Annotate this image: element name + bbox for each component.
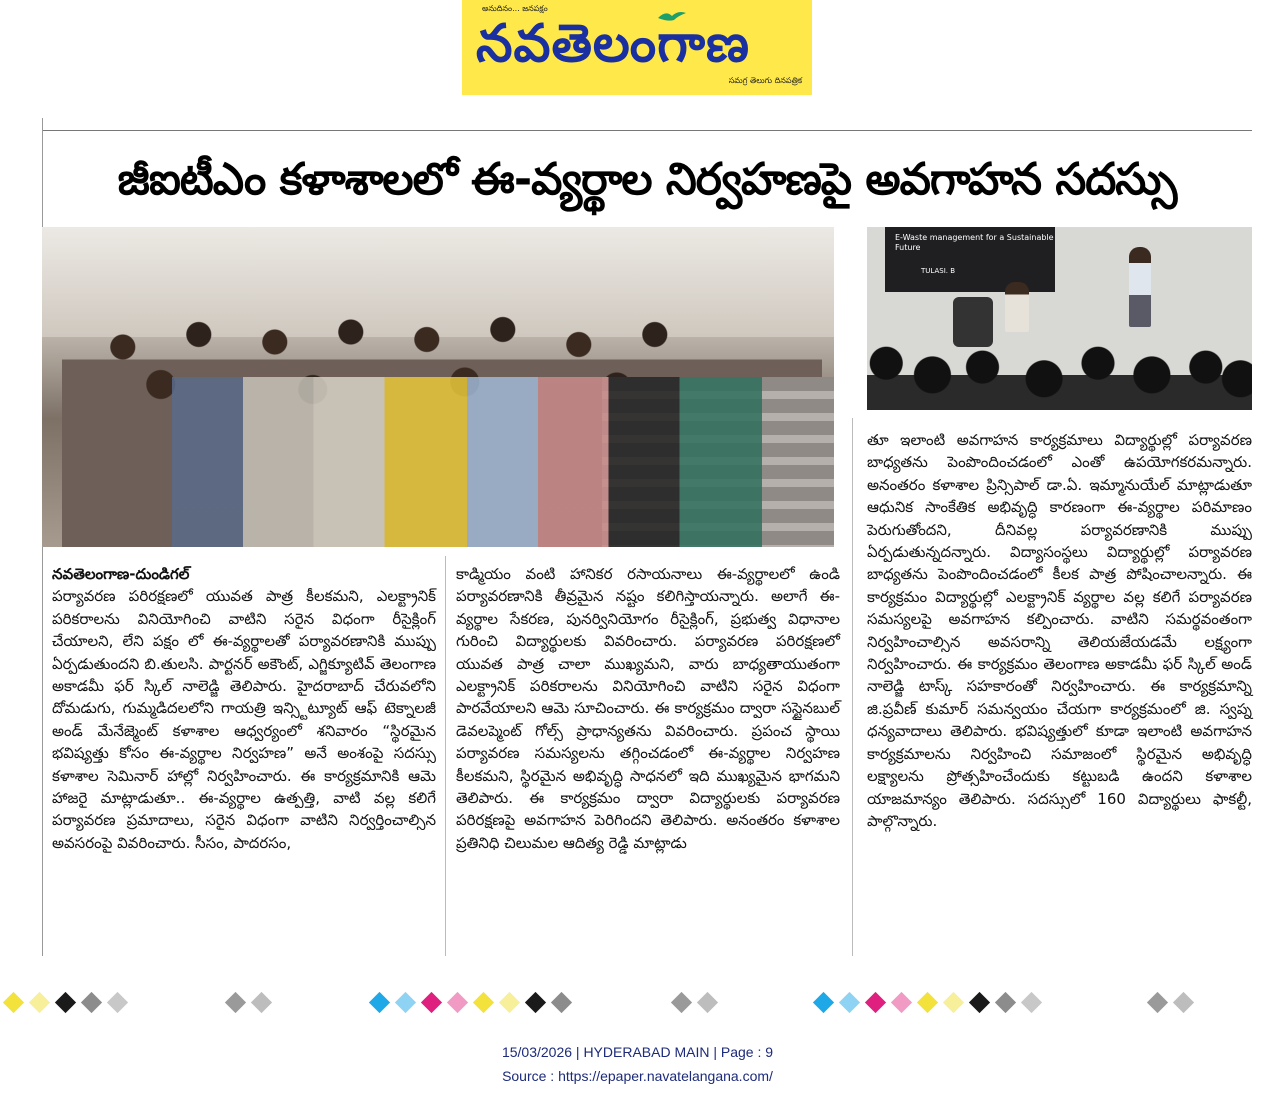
article-headline: జీఐటీఎం కళాశాలలో ఈ-వ్యర్థాల నిర్వహణపై అవగాహన సదస్సు	[117, 154, 1177, 205]
column-divider-2	[852, 418, 853, 956]
masthead	[462, 0, 812, 95]
article-dateline: నవతెలంగాణ-దుండిగల్	[52, 565, 190, 583]
article-column-1	[52, 563, 436, 854]
article-column-2	[456, 563, 840, 854]
masthead-tagline: అనుదినం... జనపక్షం	[482, 4, 548, 13]
article-column-2-text: కాడ్మియం వంటి హానికర రసాయనాలు ఈ-వ్యర్థాలలో ఉండి పర్యావరణానికి తీవ్రమైన నష్టం కలిగిస్తాయన్నారు. అలాగే ఈ-వ్యర్థాల సేకరణ, పునర్వినియోగం రీసైక్లింగ్, ప్రభుత్వ విధానాల గురించి విద్యార్థులకు వివరించారు. పర్యావరణ పరిరక్షణలో యువత పాత్ర చాలా ముఖ్యమని, వారు బాధ్యతాయుతంగా ఎలక్ట్రానిక్ పరికరాలను వినియోగించి వాటిని సరైన విధంగా పారవేయాలని ఆమె సూచించారు. ఈ కార్యక్రమం ద్వారా సస్టైనబుల్ డెవలప్మెంట్ గోల్స్ ప్రాధాన్యతను వివరించారు. ప్రపంచ స్థాయి పర్యావరణ సమస్యలను తగ్గించడంలో ఈ-వ్యర్థాల నిర్వహణ కీలకమని, స్థిరమైన అభివృద్ధి సాధనలో ఇది ముఖ్యమైన భాగమని తెలిపారు. ఈ కార్యక్రమం ద్వారా విద్యార్థులకు పర్యావరణ పరిరక్షణపై అవగాహన పెరిగిందని తెలిపారు. అనంతరం కళాశాల ప్రతినిధి చిలుమల ఆదిత్య రెడ్డి మాట్లాడు	[456, 565, 840, 852]
article-column-1-text: పర్యావరణ పరిరక్షణలో యువత పాత్ర కీలకమని, ఎలక్ట్రానిక్ పరికరాలను వినియోగించి వాటిని సరైన విధంగా రీసైక్లింగ్ చేయాలని, లేని పక్షం లో ఈ-వ్యర్థాలతో పర్యావరణానికి ముప్పు ఏర్పడుతుందని బి.తులసి. పార్టనర్ అకౌంట్, ఎగ్జిక్యూటివ్ తెలంగాణ అకాడమీ ఫర్ స్కిల్ నాలెడ్జి తెలిపారు. హైదరాబాద్ చేరువలోని దోమడుగు, గుమ్మడిదలలోని గాయత్రి ఇన్స్టిట్యూట్ ఆఫ్ టెక్నాలజీ అండ్ మేనేజ్మెంట్ కళాశాల ఆధ్వర్యంలో శనివారం “స్థిరమైన భవిష్యత్తు కోసం ఈ-వ్యర్థాల నిర్వహణ” అనే అంశంపై సదస్సు కళాశాల సెమినార్ హాల్లో నిర్వహించారు. ఈ కార్యక్రమానికి ఆమె హాజరై మాట్లాడుతూ.. ఈ-వ్యర్థాల ఉత్పత్తి, వాటి వల్ల కలిగే పర్యావరణ ప్రమాదాలు, సరైన విధంగా వాటిని నిర్వర్తించాల్సిన అవసరంపై వివరించారు. సీసం, పాదరసం,	[52, 587, 436, 852]
footer-edition-line: 15/03/2026 | HYDERABAD MAIN | Page : 9	[501, 1044, 774, 1060]
group-photo	[42, 227, 834, 547]
projector-screen	[885, 227, 1055, 292]
screen-speaker-name: TULASI. B	[921, 267, 956, 275]
article-column-3	[867, 429, 1252, 832]
column-divider-1	[445, 556, 446, 956]
top-divider	[42, 130, 1252, 131]
screen-title: E-Waste management for a Sustainable Future	[895, 233, 1054, 252]
footer-source-line: Source : https://epaper.navatelangana.com/	[502, 1068, 773, 1084]
article-column-3-text: తూ ఇలాంటి అవగాహన కార్యక్రమాలు విద్యార్థుల్లో పర్యావరణ బాధ్యతను పెంపొందించడంలో ఎంతో ఉపయోగకరమన్నారు. అనంతరం కళాశాల ప్రిన్సిపాల్ డా.ఏ. ఇమ్మానుయేల్ మాట్లాడుతూ ఆధునిక సాంకేతిక అభివృద్ధి కారణంగా ఈ-వ్యర్థాల పరిమాణం పెరుగుతోందని, దీనివల్ల పర్యావరణానికి ముప్పు ఏర్పడుతున్నదన్నారు. విద్యాసంస్థలు విద్యార్థుల్లో పర్యావరణ బాధ్యతను పెంపొందించడంలో కీలక పాత్ర పోషించాలన్నారు. ఈ కార్యక్రమం విద్యార్థుల్లో ఎలక్ట్రానిక్ వ్యర్థాల వల్ల కలిగే పర్యావరణ సమస్యలపై అవగాహన కల్పించారు. వాటిని సమర్థవంతంగా నిర్వహించాల్సిన అవసరాన్ని తెలియజేయడమే లక్ష్యంగా నిర్వహించారు. ఈ కార్యక్రమం తెలంగాణ అకాడమీ ఫర్ స్కిల్ అండ్ నాలెడ్జి టాస్క్ సహకారంతో నిర్వహించారు. ఈ కార్యక్రమాన్ని జి.ప్రవీణ్ కుమార్ సమన్వయం చేయగా కార్యక్రమంలో జి. స్వప్న ధన్యవాదాలు తెలిపారు. భవిష్యత్తులో కూడా ఇలాంటి అవగాహన కార్యక్రమాలను నిర్వహించి సమాజంలో స్థిరమైన అభివృద్ధి లక్ష్యాలను ప్రోత్సహించేందుకు కట్టుబడి ఉందని కళాశాల యాజమాన్యం తెలిపారు. సదస్సులో 160 విద్యార్థులు ఫాకల్టీ, పాల్గొన్నారు.	[867, 431, 1252, 830]
masthead-logo: నవతెలంగాణ	[476, 14, 751, 74]
seminar-photo	[867, 227, 1252, 410]
masthead-subline: సమగ్ర తెలుగు దినపత్రిక	[728, 76, 802, 85]
